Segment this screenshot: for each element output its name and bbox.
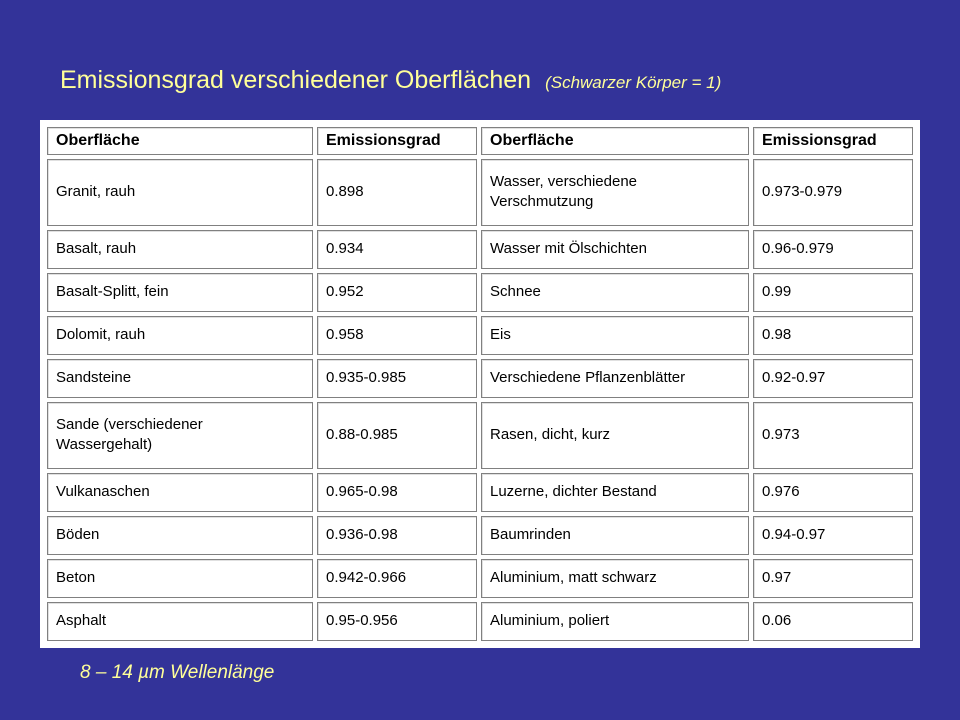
emissivity-table-container — [40, 120, 920, 648]
cell-emissivity-left: 0.936-0.98 — [317, 516, 477, 555]
table-header-row — [47, 127, 913, 155]
cell-emissivity-left: 0.934 — [317, 230, 477, 269]
cell-emissivity-left: 0.942-0.966 — [317, 559, 477, 598]
table-row — [47, 316, 913, 355]
cell-surface-left: Vulkanaschen — [47, 473, 313, 512]
cell-emissivity-right: 0.976 — [753, 473, 913, 512]
table-row — [47, 559, 913, 598]
cell-emissivity-right: 0.92-0.97 — [753, 359, 913, 398]
cell-surface-right: Aluminium, matt schwarz — [481, 559, 749, 598]
table-row — [47, 516, 913, 555]
cell-emissivity-right: 0.97 — [753, 559, 913, 598]
header-emissivity-right: Emissionsgrad — [753, 127, 913, 155]
cell-emissivity-right: 0.973-0.979 — [753, 159, 913, 226]
cell-surface-right: Luzerne, dichter Bestand — [481, 473, 749, 512]
cell-emissivity-left: 0.95-0.956 — [317, 602, 477, 641]
table-row — [47, 402, 913, 469]
cell-surface-left: Böden — [47, 516, 313, 555]
cell-emissivity-right: 0.06 — [753, 602, 913, 641]
table-row — [47, 359, 913, 398]
cell-surface-right: Wasser, verschiedene Verschmutzung — [481, 159, 749, 226]
table-row — [47, 159, 913, 226]
table-row — [47, 602, 913, 641]
title-subtitle: (Schwarzer Körper = 1) — [545, 73, 722, 92]
table-row — [47, 230, 913, 269]
cell-emissivity-right: 0.973 — [753, 402, 913, 469]
cell-emissivity-left: 0.898 — [317, 159, 477, 226]
cell-emissivity-left: 0.88-0.985 — [317, 402, 477, 469]
cell-surface-left: Asphalt — [47, 602, 313, 641]
page-title — [60, 66, 721, 95]
table-row — [47, 473, 913, 512]
cell-surface-right: Schnee — [481, 273, 749, 312]
cell-emissivity-left: 0.965-0.98 — [317, 473, 477, 512]
table-body — [47, 159, 913, 641]
title-main: Emissionsgrad verschiedener Oberflächen — [60, 66, 532, 94]
cell-emissivity-left: 0.952 — [317, 273, 477, 312]
cell-surface-left: Sande (verschiedener Wassergehalt) — [47, 402, 313, 469]
cell-emissivity-left: 0.935-0.985 — [317, 359, 477, 398]
cell-surface-left: Beton — [47, 559, 313, 598]
cell-emissivity-right: 0.94-0.97 — [753, 516, 913, 555]
cell-emissivity-right: 0.96-0.979 — [753, 230, 913, 269]
cell-emissivity-right: 0.98 — [753, 316, 913, 355]
cell-surface-left: Basalt, rauh — [47, 230, 313, 269]
table-row — [47, 273, 913, 312]
cell-surface-left: Basalt-Splitt, fein — [47, 273, 313, 312]
cell-surface-right: Eis — [481, 316, 749, 355]
cell-surface-left: Granit, rauh — [47, 159, 313, 226]
cell-surface-right: Rasen, dicht, kurz — [481, 402, 749, 469]
cell-emissivity-left: 0.958 — [317, 316, 477, 355]
cell-surface-right: Wasser mit Ölschichten — [481, 230, 749, 269]
cell-surface-right: Aluminium, poliert — [481, 602, 749, 641]
cell-surface-left: Dolomit, rauh — [47, 316, 313, 355]
emissivity-table — [43, 123, 917, 645]
cell-surface-right: Verschiedene Pflanzenblätter — [481, 359, 749, 398]
cell-emissivity-right: 0.99 — [753, 273, 913, 312]
header-surface-left: Oberfläche — [47, 127, 313, 155]
cell-surface-left: Sandsteine — [47, 359, 313, 398]
header-surface-right: Oberfläche — [481, 127, 749, 155]
cell-surface-right: Baumrinden — [481, 516, 749, 555]
wavelength-footnote: 8 – 14 µm Wellenlänge — [80, 662, 275, 683]
header-emissivity-left: Emissionsgrad — [317, 127, 477, 155]
